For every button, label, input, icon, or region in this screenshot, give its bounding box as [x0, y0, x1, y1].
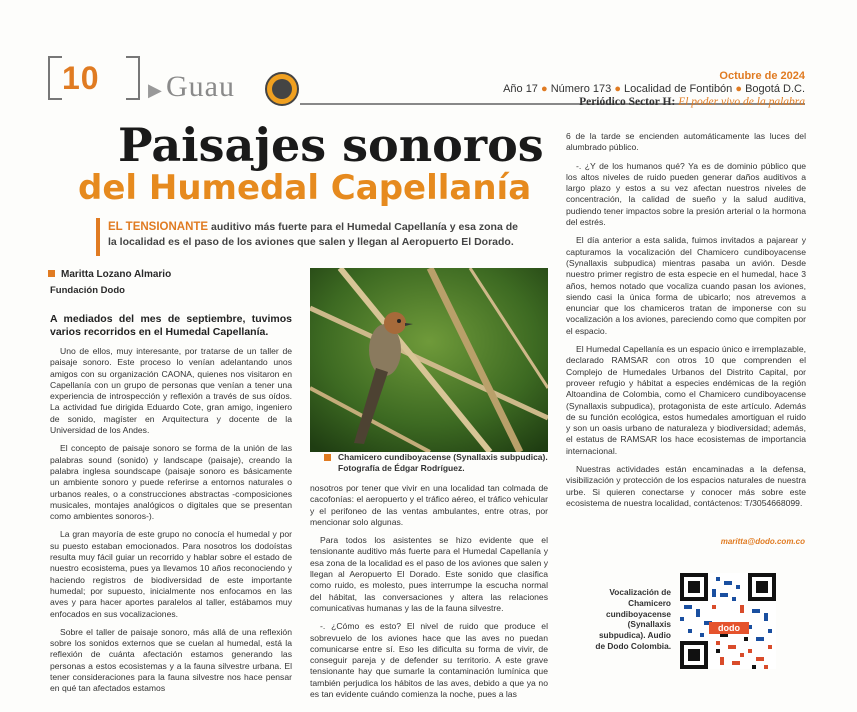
author-organization: Fundación Dodo	[50, 285, 125, 296]
qr-code[interactable]	[680, 573, 776, 669]
paragraph: nosotros por tener que vivir en una localidad tan colmada de cacofonías: el aeropuerto y el tráfico aéreo, el tráfico vehicular y el perifoneo de las ventas ambulantes, entre otras, por mencionar solo algunas.	[310, 483, 548, 527]
article-title-line1: Paisajes sonoros	[118, 118, 544, 172]
paragraph: -. ¿Y de los humanos qué? Ya es de dominio público que los altos niveles de ruido pueden generar daños auditivos a largo plazo y estos a su vez afectan nuestros niveles de concentración, la calidad de sueño y la salud auditiva, pudiendo tener impactos sobre la presión arterial o la hormona del estrés.	[566, 160, 806, 228]
issue-info	[503, 83, 805, 95]
paragraph: Nuestras actividades están encaminadas a la defensa, visibilización y protección de los espacios naturales de nuestra urbe. Si quieren conectarse y conocer más sobre este ecosistema de nuestra localidad, contáctenos: T/3054668099.	[566, 464, 806, 508]
paragraph: La gran mayoría de este grupo no conocía el humedal y por su puesto estaban emocionados. Para nosotros los dodoístas resulta muy fácil guiar un recorrido y hablar sobre el estado de nuestro ecosistema, pues ya llevamos 10 años reconociendo y haciendo registros de biodiversidad de este importante humedal; por supuesto, inicialmente nos enfocamos en las aves y para hacer aportes paralelos al taller, estábamos muy enfocados en sus vocalizaciones.	[50, 529, 292, 619]
paragraph: A mediados del mes de septiembre, tuvimos varios recorridos en el Humedal Capellanía.	[50, 313, 292, 338]
issue-number: Número 173	[550, 83, 612, 95]
issue-city: Bogotá D.C.	[745, 83, 805, 95]
paragraph: 6 de la tarde se encienden automáticamente las luces del alumbrado público.	[566, 131, 806, 153]
issue-date: Octubre de 2024	[719, 70, 805, 82]
page-number-bracket-right	[126, 56, 140, 100]
paragraph: -. ¿Cómo es esto? El nivel de ruido que produce el sobrevuelo de los aviones hace que las aves no puedan comunicarse entre sí. Eso les dificulta su forma de vivir, de conseguir pareja y de defender su territorio. A este grave tensionante hay que sumarle la contaminación lumínica que también perjudica los hábitos de las aves, debido a que ya no es tan evidente cuándo comienza la noche, pues a las	[310, 621, 548, 700]
caption-text: Chamicero cundiboyacense (Synallaxis subpudica). Fotografía de Édgar Rodríguez.	[338, 452, 548, 473]
lead-text: auditivo más fuerte para el Humedal Capellanía y esa zona de la localidad es el paso de los aviones que salen y llegan al Aeropuerto El Dorado.	[108, 221, 518, 248]
bullet-icon: ●	[541, 83, 548, 95]
author-name: Maritta Lozano Almario	[61, 269, 172, 280]
dodo-logo-inner	[272, 79, 292, 99]
square-bullet-icon	[48, 270, 55, 277]
publication-name: Periódico Sector H:	[579, 96, 676, 108]
bird-photo	[310, 268, 548, 452]
dodo-logo-label: dodo	[709, 622, 749, 634]
issue-locality: Localidad de Fontibón	[624, 83, 733, 95]
article-lead	[108, 220, 528, 250]
page-number: 10	[62, 60, 100, 96]
lead-accent-bar	[96, 218, 100, 256]
publication-line	[579, 96, 805, 108]
square-bullet-icon	[324, 454, 331, 461]
article-column-3	[566, 131, 806, 516]
author-email[interactable]: maritta@dodo.com.co	[720, 537, 805, 546]
qr-caption: Vocalización de Chamicero cundiboyacense (Synallaxis subpudica). Audio de Dodo Colombia.	[595, 587, 671, 651]
section-name: Guau	[166, 70, 235, 103]
page-number-bracket-left	[48, 56, 62, 100]
paragraph: El Humedal Capellanía es un espacio único e irremplazable, declarado RAMSAR con otros 10 que comprenden el Complejo de Humedales Urbanos del Distrito Capital, por proveer refugio y hábitat a especies endémicas de la región Altoandina de Colombia, como el Chamicero cundiboyacense (Synallaxis subpudica), protagonista de este artículo. Además de su función ecológica, estos humedales amortiguan el ruido y son un oasis urbano de naturaleza y biodiversidad; además, el estatus de RAMSAR los hace ecosistemas de importancia internacional.	[566, 344, 806, 456]
author-line	[48, 269, 171, 280]
paragraph: Uno de ellos, muy interesante, por tratarse de un taller de paisaje sonoro. Este proceso lo venían adelantando unos amigos con su organización CAONA, quienes nos visitaron en Capellanía con un grupo de personas que venían a tener una experiencia de introspección y reflexión a través de sus oídos. La actividad fue dirigida Eduardo Cote, gran amigo, ingeniero de sonido, magíster en Arquitectura y docente de la Universidad de los Andes.	[50, 346, 292, 436]
article-column-1	[50, 313, 292, 702]
bullet-icon: ●	[614, 83, 621, 95]
paragraph: El día anterior a esta salida, fuimos invitados a pajarear y capturamos la vocalización del Chamicero cundiboyacense (Synallaxis subpudica) mientras pasaba un avión. Desde nuestro primer registro de esta especie en el humedal, hace 3 años, hemos notado que vocaliza cuando pasan los aviones, siendo casi la única forma de ubicarlo; nos atrevemos a enunciar que los chamiceros tratan de imponerse con su vocalización a los aviones, pareciendo como que compiten por el espacio.	[566, 235, 806, 336]
paragraph: Para todos los asistentes se hizo evidente que el tensionante auditivo más fuerte para el Humedal Capellanía y esa zona de la localidad es el paso de los aviones que salen y llegan al Aeropuerto El Dorado. Este sonido que clasifica como ruido, es molesto, pues interrumpe la escucha normal del hábitat, las conversaciones y altera las relaciones comunicativas humanas y las de la fauna silvestre.	[310, 535, 548, 613]
paragraph: El concepto de paisaje sonoro se forma de la unión de las palabras sound (sonido) y landscape (paisaje), creando la palabra inglesa soundscape (paisaje sonoro es básicamente un ambiente sonoro y puede referirse a entornos naturales o urbanos reales, o a construcciones abstractas -composiciones musicales, montajes analógicos o digitales que se presentan como ambientes sonoros-).	[50, 443, 292, 522]
issue-year: Año 17	[503, 83, 538, 95]
bullet-icon: ●	[735, 83, 743, 95]
article-title-line2: del Humedal Capellanía	[78, 168, 532, 208]
paragraph: Sobre el taller de paisaje sonoro, más allá de una reflexión sobre los sonidos externos que se cuelan al humedal, está la reflexión de cuánta afectación estamos generando las personas a estos ecosistemas y a la fauna silvestre urbana. El tener consideraciones para la fauna silvestre nos hace pensar en qué tan afectados estamos	[50, 626, 292, 694]
lead-caps: EL TENSIONANTE	[108, 221, 209, 233]
photo-caption	[338, 452, 548, 474]
article-column-2	[310, 483, 548, 707]
arrow-right-icon: ▶	[148, 80, 162, 100]
publication-tagline: El poder vivo de la palabra	[678, 96, 805, 108]
